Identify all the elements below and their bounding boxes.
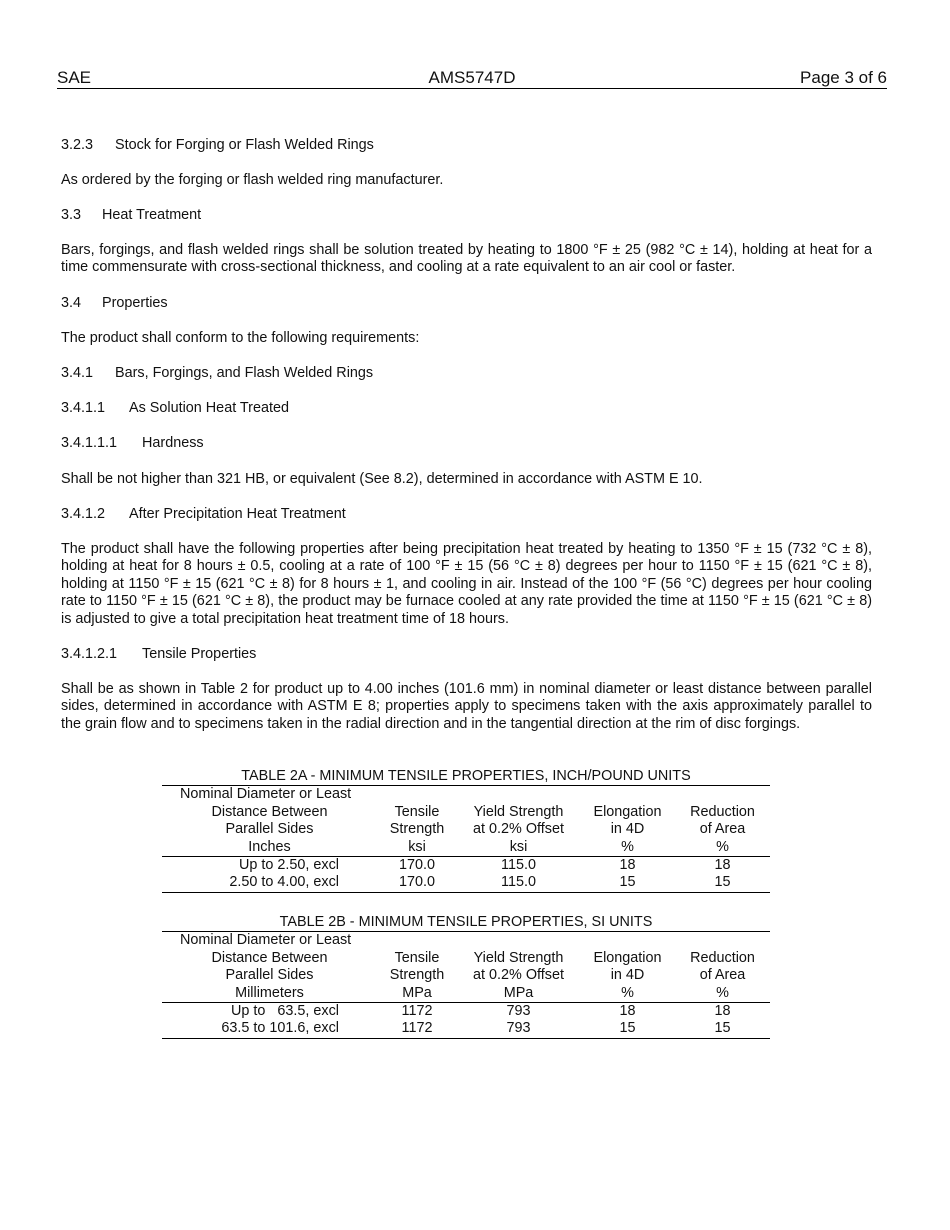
table-cell: 115.0 (501, 874, 536, 891)
header-cell: of Area (699, 967, 746, 984)
header-page-number: Page 3 of 6 (800, 68, 887, 87)
header-cell: in 4D (610, 967, 645, 984)
table-header-row (162, 950, 770, 967)
header-cell: Distance Between (211, 803, 328, 820)
header-cell: Parallel Sides (225, 821, 314, 838)
section-3-2-3-text: As ordered by the forging or flash welded ring manufacturer. (61, 172, 444, 188)
table-cell: 15 (714, 1020, 731, 1037)
table-cell: 18 (619, 1003, 636, 1020)
table-cell: 15 (714, 874, 731, 891)
header-cell: Reduction (690, 803, 755, 820)
section-3-4-1-1-1-heading (61, 435, 872, 452)
table-header-row (162, 804, 770, 821)
table-row (162, 874, 770, 892)
section-number: 3.4.1.1 (61, 400, 106, 416)
header-doc-number: AMS5747D (428, 68, 516, 87)
table-header-row (162, 967, 770, 984)
header-cell: Elongation (593, 949, 662, 966)
header-cell: Elongation (593, 803, 662, 820)
header-cell: Nominal Diameter or Least (180, 786, 352, 803)
section-3-2-3-heading (61, 137, 872, 154)
header-cell: at 0.2% Offset (473, 967, 564, 984)
header-cell: MPa (377, 985, 457, 1003)
section-number: 3.4.1 (61, 365, 94, 381)
header-cell: % (675, 985, 770, 1003)
section-3-4-1-2-heading (61, 506, 872, 523)
table-cell: 18 (619, 857, 636, 874)
header-cell: Inches (162, 839, 377, 857)
table-cell: 793 (506, 1020, 531, 1037)
table-row (162, 1003, 770, 1021)
section-number: 3.2.3 (61, 137, 94, 153)
table-cell: 18 (714, 1003, 731, 1020)
table-cell: 1172 (401, 1003, 433, 1020)
header-cell: Strength (389, 821, 445, 838)
section-3-4-1-heading (61, 365, 872, 382)
table-cell: 1172 (401, 1020, 433, 1037)
table-header-row (162, 786, 770, 804)
section-3-4-1-1-heading (61, 400, 872, 417)
header-cell: ksi (457, 839, 580, 857)
table-cell: 2.50 to 4.00, excl (229, 874, 339, 891)
table-caption: TABLE 2A - MINIMUM TENSILE PROPERTIES, INCH/POUND UNITS (241, 768, 691, 784)
section-title: Heat Treatment (102, 207, 202, 223)
header-org: SAE (57, 68, 92, 87)
table-cell: 793 (506, 1003, 531, 1020)
section-title: Hardness (142, 435, 204, 451)
section-3-3-heading (61, 207, 872, 224)
table-header-row (162, 932, 770, 950)
page-header (57, 68, 887, 89)
table-cell: 170.0 (398, 874, 435, 891)
section-number: 3.4.1.2.1 (61, 646, 118, 662)
section-title: After Precipitation Heat Treatment (129, 506, 346, 522)
section-3-3-text: Bars, forgings, and flash welded rings shall be solution treated by heating to 1800 °F ± 25 (982 °C ± 14), holding at heat for a time commensurate with cross-sectional thickness, and cooling at a rate equivalent to an air cool or faster. (61, 242, 872, 276)
section-3-4-1-2-1-heading (61, 646, 872, 663)
header-cell: Yield Strength (473, 803, 564, 820)
section-title: Stock for Forging or Flash Welded Rings (115, 137, 374, 153)
header-cell: Tensile (394, 949, 440, 966)
header-cell: Parallel Sides (225, 967, 314, 984)
table-cell: Up to 2.50, excl (239, 857, 339, 874)
header-cell: % (580, 985, 675, 1003)
section-3-4-text: The product shall conform to the following requirements: (61, 330, 420, 346)
table-cell: 18 (714, 857, 731, 874)
table-header-row (162, 821, 770, 838)
table-cell: Up to 63.5, excl (231, 1003, 339, 1020)
table-cell: 15 (619, 1020, 636, 1037)
section-title: As Solution Heat Treated (129, 400, 289, 416)
section-3-4-1-1-1-text: Shall be not higher than 321 HB, or equivalent (See 8.2), determined in accordance with ASTM E 10. (61, 471, 703, 487)
header-cell: Tensile (394, 803, 440, 820)
header-cell: Strength (389, 967, 445, 984)
table-row (162, 857, 770, 875)
header-cell: Reduction (690, 949, 755, 966)
header-cell: Nominal Diameter or Least (180, 932, 352, 949)
section-number: 3.4.1.1.1 (61, 435, 118, 451)
table-2a (162, 768, 770, 893)
tensile-table-si (162, 931, 770, 1038)
table-header-row (162, 839, 770, 857)
table-header-row (162, 985, 770, 1003)
section-number: 3.4 (61, 295, 82, 311)
table-cell: 115.0 (501, 857, 536, 874)
header-cell: Millimeters (162, 985, 377, 1003)
table-caption: TABLE 2B - MINIMUM TENSILE PROPERTIES, SI UNITS (279, 914, 653, 930)
header-cell: of Area (699, 821, 746, 838)
section-3-4-1-2-text: The product shall have the following properties after being precipitation heat treated by heating to 1350 °F ± 15 (732 °C ± 8), holding at heat for 8 hours ± 0.5, cooling at a rate of 100 °F ± 15 (56 °C ± 8) degrees per hour to 1150 °F ± 15 (621 °C ± 8), holding at 1150 °F ± 15 (621 °C ± 8) for 8 hours ± 1, and cooling in air. Instead of the 100 °F (56 °C) degrees per hour cooling rate to 1150 °F ± 15 (621 °C ± 8), the product may be furnace cooled at any rate provided the time at 1150 °F ± 15 (621 °C ± 8) is adjusted to give a total precipitation heat treatment time of 18 hours. (61, 541, 872, 627)
table-cell: 63.5 to 101.6, excl (221, 1020, 339, 1037)
section-3-4-heading (61, 295, 872, 312)
table-row (162, 1020, 770, 1038)
section-title: Bars, Forgings, and Flash Welded Rings (115, 365, 374, 381)
header-cell: % (675, 839, 770, 857)
tensile-table-inch (162, 785, 770, 892)
header-cell: at 0.2% Offset (473, 821, 564, 838)
table-2b (162, 914, 770, 1039)
header-cell: Yield Strength (473, 949, 564, 966)
section-3-4-1-2-1-text: Shall be as shown in Table 2 for product up to 4.00 inches (101.6 mm) in nominal diameter or least distance between parallel sides, determined in accordance with ASTM E 8; properties apply to specimens taken with the axis approximately parallel to the grain flow and to specimens taken in the radial direction and in the tangential direction at the rim of disc forgings. (61, 681, 872, 732)
header-cell: in 4D (610, 821, 645, 838)
section-number: 3.3 (61, 207, 82, 223)
table-cell: 15 (619, 874, 636, 891)
header-cell: ksi (377, 839, 457, 857)
section-number: 3.4.1.2 (61, 506, 106, 522)
section-title: Properties (102, 295, 168, 311)
header-cell: % (580, 839, 675, 857)
header-cell: MPa (457, 985, 580, 1003)
section-title: Tensile Properties (142, 646, 257, 662)
table-cell: 170.0 (398, 857, 435, 874)
header-cell: Distance Between (211, 949, 328, 966)
